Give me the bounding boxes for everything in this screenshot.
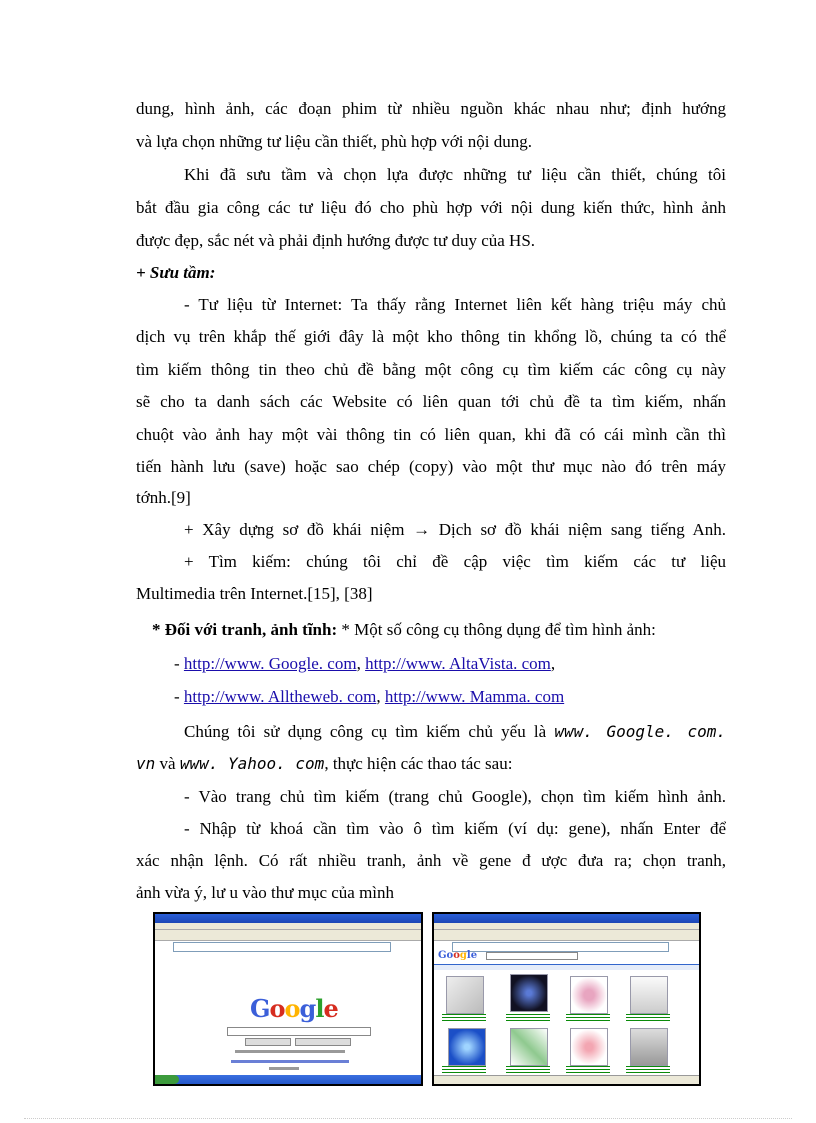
text-line: + Tìm kiếm: chúng tôi chỉ đề cập việc tìm kiếm các tư liệu: [184, 552, 726, 571]
text-placeholder: [235, 1050, 345, 1053]
text-line: dung, hình ảnh, các đoạn phim từ nhiều nguồn khác nhau như; định hướng: [136, 99, 726, 118]
result-thumbnail: [630, 976, 668, 1014]
text-line: ảnh vừa ý, lư u vào thư mục của mình: [136, 883, 395, 902]
copyright-placeholder: [269, 1067, 299, 1070]
search-box: [227, 1027, 371, 1036]
link-line: [174, 653, 726, 675]
text-span: , thực hiện các thao tác sau:: [324, 754, 513, 773]
result-thumbnail: [570, 976, 608, 1014]
text-line: Khi đã sưu tầm và chọn lựa được những tư liệu cần thiết, chúng tôi: [184, 165, 726, 184]
toolbar: [434, 930, 699, 941]
lucky-button: [295, 1038, 351, 1046]
text-line: tiến hành lưu (save) hoặc sao chép (copy) vào một thư mục nào đó trên máy: [136, 457, 726, 476]
menu-bar: [155, 923, 421, 930]
text-span: và: [155, 754, 180, 773]
result-thumbnail: [510, 1028, 548, 1066]
link-line: [174, 686, 726, 708]
result-thumbnail: [630, 1028, 668, 1066]
google-logo: Google: [250, 994, 338, 1023]
search-box: [486, 952, 578, 960]
links-placeholder: [231, 1060, 349, 1063]
result-thumbnail: [446, 976, 484, 1014]
altavista-link[interactable]: http://www. AltaVista. com: [365, 654, 551, 673]
result-caption: [626, 1066, 670, 1074]
text-line: - Tư liệu từ Internet: Ta thấy rằng Internet liên kết hàng triệu máy chủ: [184, 295, 726, 314]
window-titlebar: [155, 914, 421, 923]
text-line: + Xây dựng sơ đồ khái niệm → Dịch sơ đồ khái niệm sang tiếng Anh.: [184, 520, 726, 539]
google-home-screenshot: [153, 912, 423, 1086]
text-line: [184, 721, 726, 743]
google-small-logo: Google: [438, 950, 478, 961]
section-heading: + Sưu tầm:: [136, 263, 216, 282]
text-line: [152, 619, 726, 641]
text-line: tìm kiếm thông tin theo chủ đề bằng một công cụ tìm kiếm các công cụ này: [136, 360, 726, 379]
google-link[interactable]: http://www. Google. com: [183, 654, 357, 673]
result-caption: [506, 1066, 550, 1074]
result-thumbnail: [570, 1028, 608, 1066]
address-bar: [452, 942, 669, 952]
text-line: chuột vào ảnh hay một vài thông tin có liên quan, khi đã có cái mình cần thì: [136, 425, 726, 444]
text-span: * Một số công cụ thông dụng để tìm hình ảnh:: [337, 620, 656, 639]
comma: ,: [550, 654, 556, 673]
text-line: dịch vụ trên khắp thế giới đây là một kho thông tin khổng lồ, chúng ta có thể: [136, 327, 726, 346]
toolbar: [155, 930, 421, 941]
comma: ,: [356, 654, 366, 673]
text-line: và lựa chọn những tư liệu cần thiết, phù hợp với nội dung.: [136, 132, 532, 151]
text-line: bắt đầu gia công các tư liệu đó cho phù hợp với nội dung kiến thức, hình ảnh: [136, 198, 726, 217]
taskbar: [155, 1075, 421, 1084]
result-thumbnail: [510, 974, 548, 1012]
url-text: www. Yahoo. com: [179, 754, 325, 773]
result-caption: [442, 1066, 486, 1074]
mamma-link[interactable]: http://www. Mamma. com: [384, 687, 565, 706]
text-span: Chúng tôi sử dụng công cụ tìm kiếm chủ yếu là: [184, 722, 555, 741]
window-titlebar: [434, 914, 699, 923]
text-line: sẽ cho ta danh sách các Website có liên quan tới chủ đề ta tìm kiếm, nhấn: [136, 392, 726, 411]
google-images-screenshot: [432, 912, 701, 1086]
result-thumbnail: [448, 1028, 486, 1066]
url-text: www. Google. com.: [554, 722, 726, 741]
text-line: xác nhận lệnh. Có rất nhiều tranh, ảnh về gene đ ược đưa ra; chọn tranh,: [136, 851, 726, 870]
comma: ,: [376, 687, 385, 706]
result-caption: [566, 1066, 610, 1074]
alltheweb-link[interactable]: http://www. Alltheweb. com: [183, 687, 377, 706]
bold-label: * Đối với tranh, ảnh tĩnh:: [152, 620, 338, 639]
status-bar: [434, 1075, 699, 1084]
search-button: [245, 1038, 291, 1046]
result-caption: [626, 1014, 670, 1022]
results-bar: [434, 964, 699, 970]
result-caption: [442, 1014, 486, 1022]
address-bar: [173, 942, 391, 952]
menu-bar: [434, 923, 699, 930]
text-line: - Nhập từ khoá cần tìm vào ô tìm kiếm (ví dụ: gene), nhấn Enter để: [184, 819, 726, 838]
text-line: được đẹp, sắc nét và phải định hướng được tư duy của HS.: [136, 231, 536, 250]
result-caption: [566, 1014, 610, 1022]
text-line: tớnh.[9]: [136, 488, 191, 507]
text-line: [136, 753, 726, 775]
url-text: vn: [136, 754, 156, 773]
text-line: Multimedia trên Internet.[15], [38]: [136, 584, 373, 603]
dash: -: [174, 654, 184, 673]
start-button: [155, 1075, 179, 1084]
page-footer-divider: [24, 1118, 792, 1119]
dash: -: [174, 687, 184, 706]
text-line: - Vào trang chủ tìm kiếm (trang chủ Google), chọn tìm kiếm hình ảnh.: [184, 787, 726, 806]
result-caption: [506, 1014, 550, 1022]
